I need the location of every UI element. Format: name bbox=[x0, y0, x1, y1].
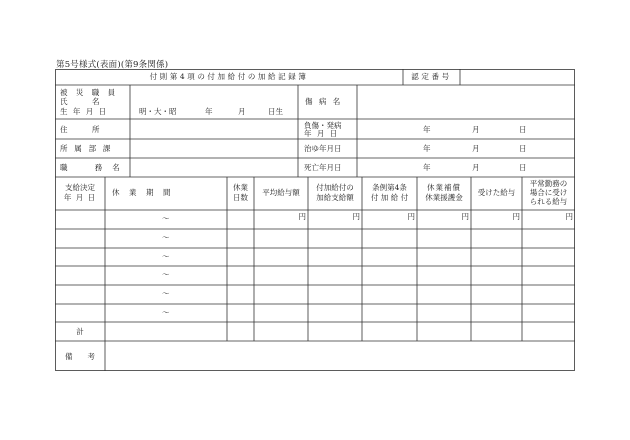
col-addl-amount-2: 加給支給額 bbox=[316, 193, 354, 202]
disease-field[interactable] bbox=[358, 86, 574, 118]
onset-month-unit: 月 bbox=[472, 125, 480, 134]
remarks-field[interactable] bbox=[106, 342, 574, 370]
col-art4-2: 付 加 給 付 bbox=[370, 193, 409, 202]
col-comp-2: 休業援護金 bbox=[425, 193, 463, 202]
dept-field[interactable] bbox=[131, 140, 297, 157]
period-separator: ～ bbox=[162, 308, 170, 317]
healing-day-unit: 日 bbox=[519, 144, 527, 153]
birth-date-label: 生 年 月 日 bbox=[60, 107, 108, 116]
healing-year-unit: 年 bbox=[423, 144, 431, 153]
death-year-unit: 年 bbox=[423, 163, 431, 172]
col-art4: 条例第4条 bbox=[372, 183, 407, 192]
col-avg-wage: 平均給与額 bbox=[262, 188, 300, 197]
cert-no-field[interactable] bbox=[461, 70, 574, 84]
total-label: 計 bbox=[76, 327, 84, 336]
col-normal-wage: 平常勤務の bbox=[529, 179, 568, 188]
post-field[interactable] bbox=[131, 159, 297, 176]
birth-day-unit: 日生 bbox=[268, 107, 283, 116]
address-label: 住 所 bbox=[60, 125, 100, 134]
yen-unit: 円 bbox=[352, 212, 360, 221]
healing-month-unit: 月 bbox=[472, 144, 480, 153]
victim-name-label-2: 氏 名 bbox=[60, 97, 100, 106]
period-separator: ～ bbox=[162, 289, 170, 298]
disease-label: 傷 病 名 bbox=[305, 97, 343, 106]
yen-unit: 円 bbox=[565, 212, 573, 221]
death-month-unit: 月 bbox=[472, 163, 480, 172]
col-leave-days: 休業 bbox=[233, 183, 248, 192]
post-label: 職 務 名 bbox=[60, 163, 121, 172]
col-payment-date: 支給決定 bbox=[65, 183, 95, 192]
injury-onset-label-2: 年 月 日 bbox=[304, 129, 339, 138]
remarks-label: 備 考 bbox=[65, 352, 95, 361]
col-comp: 休業補償 bbox=[427, 183, 461, 192]
healing-date-label: 治ゆ年月日 bbox=[304, 144, 342, 153]
victim-name-label: 被 災 職 員 bbox=[60, 88, 119, 97]
col-leave-days-2: 日数 bbox=[233, 193, 248, 202]
col-leave-period: 休 業 期 間 bbox=[112, 188, 172, 197]
period-separator: ～ bbox=[162, 252, 170, 261]
col-normal-wage-3: られる給与 bbox=[529, 197, 568, 206]
period-separator: ～ bbox=[162, 214, 170, 223]
record-form bbox=[55, 69, 575, 371]
period-separator: ～ bbox=[162, 233, 170, 242]
col-addl-amount: 付加給付の bbox=[316, 183, 354, 192]
yen-unit: 円 bbox=[407, 212, 415, 221]
form-number: 第5号様式(表面)(第9条関係) bbox=[56, 60, 169, 70]
death-date-label: 死亡年月日 bbox=[304, 163, 342, 172]
col-normal-wage-2: 場合に受け bbox=[529, 188, 568, 197]
yen-unit: 円 bbox=[298, 212, 306, 221]
death-day-unit: 日 bbox=[519, 163, 527, 172]
address-field[interactable] bbox=[131, 120, 297, 138]
onset-day-unit: 日 bbox=[519, 125, 527, 134]
era-options: 明・大・昭 bbox=[139, 107, 177, 116]
birth-year-unit: 年 bbox=[205, 107, 213, 116]
col-wage-received: 受けた給与 bbox=[477, 188, 516, 197]
form-title: 付則第4項の付加給付の加給記録簿 bbox=[149, 72, 309, 81]
injury-onset-label: 負傷・発病 bbox=[304, 121, 342, 130]
cert-no-label: 認定番号 bbox=[411, 72, 452, 81]
yen-unit: 円 bbox=[461, 212, 469, 221]
yen-unit: 円 bbox=[512, 212, 520, 221]
birth-month-unit: 月 bbox=[238, 107, 246, 116]
onset-year-unit: 年 bbox=[423, 125, 431, 134]
dept-label: 所 属 部 課 bbox=[60, 144, 113, 153]
period-separator: ～ bbox=[162, 270, 170, 279]
col-payment-date-2: 年 月 日 bbox=[63, 193, 97, 202]
